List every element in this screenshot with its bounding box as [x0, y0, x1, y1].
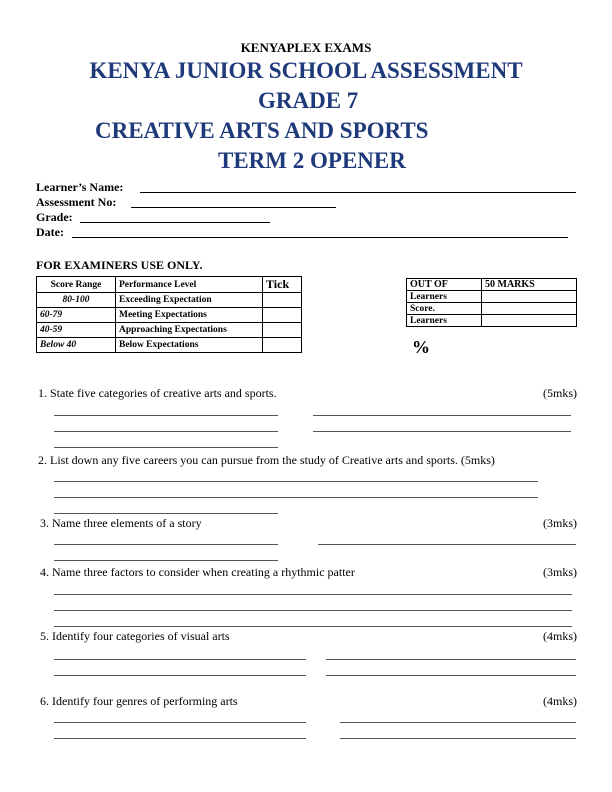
answer-line[interactable] [326, 659, 576, 660]
score-range-cell: Below 40 [37, 338, 116, 353]
answer-line[interactable] [54, 431, 278, 432]
question-5: 5. Identify four categories of visual arts [40, 629, 230, 643]
grade-title: GRADE 7 [258, 88, 359, 113]
answer-line[interactable] [54, 722, 306, 723]
score-label: Score. [407, 303, 482, 315]
column-header: Performance Level [116, 277, 263, 293]
answer-line[interactable] [54, 481, 538, 482]
tick-cell[interactable] [263, 308, 302, 323]
subject-title: CREATIVE ARTS AND SPORTS [95, 118, 429, 143]
question-5-marks: (4mks) [543, 629, 577, 643]
question-3-marks: (3mks) [543, 516, 577, 530]
publisher-label: KENYAPLEX EXAMS [240, 40, 372, 55]
score-range-cell: 80-100 [37, 293, 116, 308]
answer-line[interactable] [340, 722, 576, 723]
performance-table [36, 276, 302, 353]
grade-field[interactable] [80, 222, 270, 223]
date-label: Date: [36, 225, 64, 239]
date-field[interactable] [72, 237, 568, 238]
table-row [37, 338, 302, 353]
score-value: 50 MARKS [482, 279, 577, 291]
tick-cell[interactable] [263, 338, 302, 353]
question-4-marks: (3mks) [543, 565, 577, 579]
answer-line[interactable] [326, 675, 576, 676]
table-row [37, 293, 302, 308]
performance-level-cell: Below Expectations [116, 338, 263, 353]
answer-line[interactable] [54, 675, 306, 676]
score-range-cell: 40-59 [37, 323, 116, 338]
term-title: TERM 2 OPENER [218, 148, 406, 173]
answer-line[interactable] [54, 415, 278, 416]
score-row [407, 279, 577, 291]
question-6-marks: (4mks) [543, 694, 577, 708]
column-header: Score Range [37, 277, 116, 293]
answer-line[interactable] [54, 497, 538, 498]
learner-name-label: Learner’s Name: [36, 180, 124, 194]
score-row [407, 291, 577, 303]
tick-cell[interactable] [263, 323, 302, 338]
percent-symbol: % [412, 337, 430, 357]
table-header-row [37, 277, 302, 293]
examiners-heading: FOR EXAMINERS USE ONLY. [36, 258, 203, 272]
answer-line[interactable] [54, 659, 306, 660]
answer-line[interactable] [54, 560, 278, 561]
grade-label: Grade: [36, 210, 73, 224]
tick-cell[interactable] [263, 293, 302, 308]
answer-line[interactable] [340, 738, 576, 739]
answer-line[interactable] [54, 447, 278, 448]
question-3: 3. Name three elements of a story [40, 516, 202, 530]
answer-line[interactable] [54, 594, 572, 595]
answer-line[interactable] [54, 513, 278, 514]
answer-line[interactable] [54, 738, 306, 739]
question-6: 6. Identify four genres of performing arts [40, 694, 238, 708]
answer-line[interactable] [54, 610, 572, 611]
score-row [407, 303, 577, 315]
assessment-no-field[interactable] [131, 207, 336, 208]
column-header: Tick [263, 277, 302, 293]
score-value[interactable] [482, 303, 577, 315]
question-1-marks: (5mks) [543, 386, 577, 400]
score-range-cell: 60-79 [37, 308, 116, 323]
score-label: Learners [407, 291, 482, 303]
assessment-no-label: Assessment No: [36, 195, 117, 209]
learner-name-field[interactable] [140, 192, 576, 193]
answer-line[interactable] [54, 544, 278, 545]
question-1: 1. State five categories of creative arts and sports. [38, 386, 277, 400]
score-value[interactable] [482, 291, 577, 303]
question-4: 4. Name three factors to consider when creating a rhythmic patter [40, 565, 355, 579]
answer-line[interactable] [313, 431, 571, 432]
table-row [37, 323, 302, 338]
score-label: OUT OF [407, 279, 482, 291]
score-row [407, 315, 577, 327]
answer-line[interactable] [318, 544, 576, 545]
answer-line[interactable] [313, 415, 571, 416]
score-box [406, 278, 577, 327]
performance-level-cell: Meeting Expectations [116, 308, 263, 323]
table-row [37, 308, 302, 323]
score-label: Learners [407, 315, 482, 327]
performance-level-cell: Exceeding Expectation [116, 293, 263, 308]
score-value[interactable] [482, 315, 577, 327]
answer-line[interactable] [54, 626, 572, 627]
performance-level-cell: Approaching Expectations [116, 323, 263, 338]
assessment-title: KENYA JUNIOR SCHOOL ASSESSMENT [89, 58, 523, 83]
question-2: 2. List down any five careers you can pursue from the study of Creative arts and sports. (5mks) [38, 453, 495, 467]
